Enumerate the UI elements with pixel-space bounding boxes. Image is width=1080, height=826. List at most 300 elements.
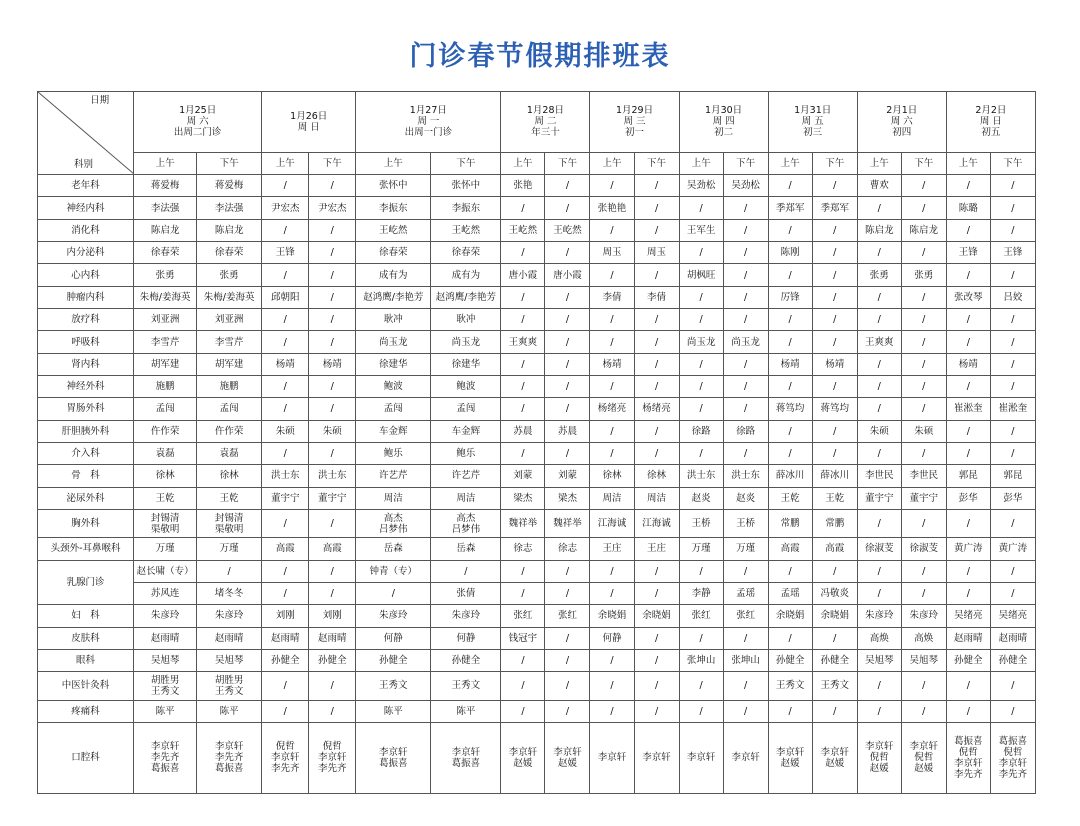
schedule-cell: 王乾 xyxy=(197,487,262,509)
table-row xyxy=(38,309,1036,331)
schedule-cell: / xyxy=(262,375,309,397)
schedule-cell: 唐小霞 xyxy=(501,264,545,286)
schedule-cell: 徐春荣 xyxy=(356,242,431,264)
schedule-cell: 张勇 xyxy=(857,264,901,286)
table-row xyxy=(38,420,1036,442)
schedule-cell: 王秀文 xyxy=(356,672,431,700)
cell-line: 渠敬明 xyxy=(150,523,180,535)
schedule-cell: 孟闯 xyxy=(197,398,262,420)
schedule-cell: / xyxy=(590,175,634,197)
schedule-cell: / xyxy=(946,331,990,353)
schedule-cell: / xyxy=(545,331,590,353)
schedule-cell: 胡军建 xyxy=(197,353,262,375)
schedule-cell: 朱硕 xyxy=(857,420,901,442)
schedule-cell: / xyxy=(679,560,723,582)
schedule-cell: / xyxy=(590,582,634,604)
schedule-cell: / xyxy=(545,560,590,582)
date-header xyxy=(857,92,946,153)
dept-cell: 眼科 xyxy=(38,649,134,671)
schedule-cell xyxy=(501,722,545,793)
schedule-cell: 朱硕 xyxy=(262,420,309,442)
table-row xyxy=(38,700,1036,722)
schedule-cell: / xyxy=(990,700,1035,722)
cell-line: 赵媛 xyxy=(513,757,533,769)
schedule-cell: / xyxy=(857,700,901,722)
schedule-cell: 张坤山 xyxy=(723,649,768,671)
schedule-cell: / xyxy=(812,219,857,241)
schedule-cell: / xyxy=(545,649,590,671)
schedule-cell: 蒋笃均 xyxy=(768,398,812,420)
schedule-cell: / xyxy=(679,353,723,375)
cell-line: 胡胜男 xyxy=(214,674,244,686)
schedule-cell: / xyxy=(679,375,723,397)
schedule-cell: / xyxy=(857,353,901,375)
schedule-cell: / xyxy=(590,560,634,582)
schedule-cell: / xyxy=(262,309,309,331)
schedule-cell: 高霞 xyxy=(812,538,857,560)
schedule-cell: / xyxy=(857,582,901,604)
schedule-cell: / xyxy=(946,582,990,604)
schedule-cell: 朱彦玲 xyxy=(901,605,946,627)
schedule-cell: / xyxy=(545,353,590,375)
am-header: 上午 xyxy=(262,152,309,174)
schedule-cell: 杨靖 xyxy=(590,353,634,375)
schedule-cell: 何静 xyxy=(356,627,431,649)
cell-line: 李京轩 xyxy=(553,746,582,758)
schedule-cell: 李雪芹 xyxy=(134,331,197,353)
schedule-cell: 孟瑶 xyxy=(723,582,768,604)
schedule-cell: 王秀文 xyxy=(768,672,812,700)
cell-line: 倪哲 xyxy=(958,746,978,758)
cell-line: 高杰 xyxy=(456,512,476,524)
schedule-cell: / xyxy=(634,672,679,700)
schedule-table xyxy=(37,91,1036,794)
schedule-cell: 张勇 xyxy=(134,264,197,286)
schedule-cell: / xyxy=(262,175,309,197)
schedule-cell: 彭华 xyxy=(946,487,990,509)
pm-header: 下午 xyxy=(723,152,768,174)
schedule-cell: / xyxy=(857,398,901,420)
table-row xyxy=(38,722,1036,793)
dept-cell: 乳腺门诊 xyxy=(38,560,134,605)
date-line: 初三 xyxy=(803,127,823,139)
schedule-cell: / xyxy=(501,286,545,308)
schedule-cell: 仵作荣 xyxy=(134,420,197,442)
schedule-cell: 杨绪亮 xyxy=(590,398,634,420)
schedule-cell: / xyxy=(857,309,901,331)
schedule-cell: / xyxy=(990,672,1035,700)
schedule-cell: / xyxy=(812,627,857,649)
schedule-cell: 杨绪亮 xyxy=(634,398,679,420)
table-row xyxy=(38,605,1036,627)
schedule-cell: 堵冬冬 xyxy=(197,582,262,604)
schedule-cell: 张改琴 xyxy=(946,286,990,308)
schedule-cell: / xyxy=(723,353,768,375)
schedule-cell: / xyxy=(768,175,812,197)
schedule-cell: / xyxy=(990,331,1035,353)
table-row xyxy=(38,331,1036,353)
schedule-cell: 刘蒙 xyxy=(545,465,590,487)
schedule-cell: 李世民 xyxy=(857,465,901,487)
schedule-cell: / xyxy=(857,442,901,464)
schedule-cell: / xyxy=(768,309,812,331)
schedule-cell: 钱冠宇 xyxy=(501,627,545,649)
dept-cell: 老年科 xyxy=(38,175,134,197)
schedule-cell: 陈刚 xyxy=(768,242,812,264)
date-line: 周 二 xyxy=(534,116,557,128)
schedule-cell: / xyxy=(262,700,309,722)
schedule-cell: 常鹏 xyxy=(768,509,812,537)
cell-line: 李京轩 xyxy=(864,741,894,753)
schedule-cell: / xyxy=(545,398,590,420)
schedule-cell: / xyxy=(634,700,679,722)
schedule-cell: / xyxy=(545,242,590,264)
am-header: 上午 xyxy=(857,152,901,174)
schedule-cell: 朱梅/姜海英 xyxy=(197,286,262,308)
date-line: 出周一门诊 xyxy=(404,127,453,139)
schedule-cell: / xyxy=(857,560,901,582)
corner-dept-label: 科别 xyxy=(74,159,94,171)
schedule-cell: 徐路 xyxy=(723,420,768,442)
schedule-cell: 吴旭琴 xyxy=(134,649,197,671)
schedule-cell: 耿冲 xyxy=(356,309,431,331)
schedule-cell: / xyxy=(723,398,768,420)
date-line: 周 四 xyxy=(712,116,735,128)
schedule-cell: / xyxy=(309,242,356,264)
schedule-cell: / xyxy=(309,331,356,353)
schedule-cell: 赵雨晴 xyxy=(262,627,309,649)
date-line: 2月2日 xyxy=(975,105,1007,117)
schedule-cell: 张红 xyxy=(545,605,590,627)
schedule-cell: 成有为 xyxy=(431,264,501,286)
dept-cell: 疼痛科 xyxy=(38,700,134,722)
schedule-cell: 徐建华 xyxy=(431,353,501,375)
schedule-cell xyxy=(356,722,431,793)
schedule-cell: / xyxy=(857,242,901,264)
schedule-cell: / xyxy=(501,375,545,397)
schedule-cell: 董宇宁 xyxy=(262,487,309,509)
dept-cell: 胸外科 xyxy=(38,509,134,537)
schedule-cell: 徐建华 xyxy=(356,353,431,375)
schedule-cell xyxy=(946,722,990,793)
schedule-cell: / xyxy=(946,560,990,582)
schedule-cell: / xyxy=(501,582,545,604)
date-line: 1月27日 xyxy=(409,105,447,117)
schedule-cell: / xyxy=(309,375,356,397)
schedule-cell: 梁杰 xyxy=(501,487,545,509)
schedule-cell: 高霞 xyxy=(309,538,356,560)
date-line: 出周二门诊 xyxy=(173,127,222,139)
schedule-cell: 王庄 xyxy=(634,538,679,560)
cell-line: 李京轩 xyxy=(214,741,244,753)
date-line: 周 六 xyxy=(186,116,209,128)
schedule-cell: / xyxy=(946,175,990,197)
schedule-cell: / xyxy=(990,309,1035,331)
pm-header: 下午 xyxy=(309,152,356,174)
schedule-cell: 徐春荣 xyxy=(197,242,262,264)
table-row xyxy=(38,465,1036,487)
schedule-cell: 厉锋 xyxy=(768,286,812,308)
schedule-cell: 许艺芹 xyxy=(356,465,431,487)
cell-line: 吕梦伟 xyxy=(451,523,481,535)
schedule-cell: / xyxy=(545,375,590,397)
cell-line: 李京轩 xyxy=(998,757,1028,769)
schedule-cell: 孙健全 xyxy=(309,649,356,671)
schedule-cell: / xyxy=(723,264,768,286)
dept-cell: 介入科 xyxy=(38,442,134,464)
table-row xyxy=(38,175,1036,197)
schedule-cell: / xyxy=(901,242,946,264)
schedule-cell: 尚玉龙 xyxy=(679,331,723,353)
schedule-cell: / xyxy=(679,672,723,700)
schedule-cell: / xyxy=(501,242,545,264)
schedule-cell xyxy=(768,722,812,793)
schedule-cell: / xyxy=(679,197,723,219)
cell-line: 李京轩 xyxy=(954,757,983,769)
schedule-cell: 黄广涛 xyxy=(990,538,1035,560)
am-header: 上午 xyxy=(768,152,812,174)
date-line: 周 六 xyxy=(890,116,913,128)
schedule-cell: 徐志 xyxy=(545,538,590,560)
schedule-cell: 余晓娟 xyxy=(768,605,812,627)
schedule-cell xyxy=(309,722,356,793)
schedule-cell: 张勇 xyxy=(901,264,946,286)
schedule-cell: / xyxy=(590,309,634,331)
schedule-cell: / xyxy=(501,700,545,722)
table-row xyxy=(38,509,1036,537)
schedule-cell: / xyxy=(723,242,768,264)
schedule-cell: / xyxy=(431,560,501,582)
schedule-cell: 吴绪亮 xyxy=(990,605,1035,627)
schedule-cell: 张怀中 xyxy=(356,175,431,197)
cell-line: 李京轩 xyxy=(317,752,347,764)
schedule-cell: 钟青（专） xyxy=(356,560,431,582)
schedule-cell: 彭华 xyxy=(990,487,1035,509)
date-header xyxy=(356,92,501,153)
schedule-cell: / xyxy=(857,375,901,397)
schedule-cell: 陈平 xyxy=(356,700,431,722)
schedule-cell: / xyxy=(768,264,812,286)
schedule-cell: 吕姣 xyxy=(990,286,1035,308)
pm-header: 下午 xyxy=(990,152,1035,174)
table-row xyxy=(38,197,1036,219)
schedule-cell: / xyxy=(262,442,309,464)
schedule-cell: / xyxy=(356,582,431,604)
dept-cell: 消化科 xyxy=(38,219,134,241)
schedule-cell: / xyxy=(857,509,901,537)
schedule-cell: / xyxy=(634,375,679,397)
schedule-cell: / xyxy=(634,353,679,375)
cell-line: 葛振喜 xyxy=(150,763,180,775)
date-line: 1月28日 xyxy=(526,105,565,117)
schedule-cell: 朱彦玲 xyxy=(197,605,262,627)
schedule-cell: 朱彦玲 xyxy=(134,605,197,627)
schedule-cell: / xyxy=(901,672,946,700)
table-row xyxy=(38,560,1036,582)
dept-cell: 神经内科 xyxy=(38,197,134,219)
schedule-cell: 朱彦玲 xyxy=(431,605,501,627)
schedule-cell: / xyxy=(590,331,634,353)
table-row xyxy=(38,672,1036,700)
schedule-cell: / xyxy=(901,375,946,397)
table-row xyxy=(38,264,1036,286)
date-line: 初五 xyxy=(981,127,1001,139)
schedule-cell xyxy=(431,722,501,793)
schedule-cell: 陈启龙 xyxy=(134,219,197,241)
schedule-cell: / xyxy=(545,197,590,219)
schedule-cell: 杨靖 xyxy=(812,353,857,375)
schedule-cell: 李雪芹 xyxy=(197,331,262,353)
schedule-cell: 李京轩 xyxy=(723,722,768,793)
schedule-cell: 陈璐 xyxy=(946,197,990,219)
dept-cell: 胃肠外科 xyxy=(38,398,134,420)
schedule-cell: / xyxy=(262,331,309,353)
schedule-cell: / xyxy=(262,398,309,420)
schedule-cell: / xyxy=(990,353,1035,375)
schedule-cell: 徐志 xyxy=(501,538,545,560)
cell-line: 李先齐 xyxy=(150,752,180,764)
schedule-cell: 李振东 xyxy=(431,197,501,219)
dept-cell: 放疗科 xyxy=(38,309,134,331)
schedule-cell: 高焕 xyxy=(901,627,946,649)
dept-cell: 呼吸科 xyxy=(38,331,134,353)
schedule-cell: 李振东 xyxy=(356,197,431,219)
schedule-cell: 李法强 xyxy=(134,197,197,219)
dept-cell: 肿瘤内科 xyxy=(38,286,134,308)
schedule-cell: 孙健全 xyxy=(768,649,812,671)
schedule-cell: / xyxy=(309,219,356,241)
schedule-cell: / xyxy=(901,331,946,353)
schedule-cell: 施鹏 xyxy=(134,375,197,397)
schedule-cell: 孙健全 xyxy=(431,649,501,671)
schedule-cell: / xyxy=(634,627,679,649)
schedule-cell: 何静 xyxy=(590,627,634,649)
dept-cell: 皮肤科 xyxy=(38,627,134,649)
table-row xyxy=(38,649,1036,671)
schedule-cell: 杨靖 xyxy=(946,353,990,375)
schedule-cell: / xyxy=(634,649,679,671)
schedule-cell: 王屹然 xyxy=(431,219,501,241)
am-header: 上午 xyxy=(134,152,197,174)
cell-line: 倪哲 xyxy=(869,752,889,764)
schedule-cell xyxy=(812,722,857,793)
schedule-cell: 王桥 xyxy=(679,509,723,537)
schedule-cell: 张勇 xyxy=(197,264,262,286)
schedule-cell: / xyxy=(990,175,1035,197)
schedule-cell xyxy=(545,722,590,793)
cell-line: 倪哲 xyxy=(275,741,295,753)
schedule-cell: / xyxy=(946,442,990,464)
dept-cell: 中医针灸科 xyxy=(38,672,134,700)
schedule-cell: / xyxy=(723,700,768,722)
schedule-cell: / xyxy=(634,175,679,197)
schedule-cell: 苏晨 xyxy=(545,420,590,442)
schedule-cell: 陈启龙 xyxy=(197,219,262,241)
schedule-cell: 吴旭琴 xyxy=(857,649,901,671)
schedule-cell: / xyxy=(946,309,990,331)
cell-line: 葛振喜 xyxy=(954,735,983,747)
schedule-cell: 王锋 xyxy=(990,242,1035,264)
schedule-cell xyxy=(197,509,262,537)
schedule-cell: / xyxy=(262,582,309,604)
dept-cell: 骨 科 xyxy=(38,465,134,487)
schedule-cell: 刘亚洲 xyxy=(134,309,197,331)
schedule-cell: / xyxy=(901,286,946,308)
schedule-cell: 李倩 xyxy=(590,286,634,308)
date-header xyxy=(679,92,768,153)
table-row xyxy=(38,353,1036,375)
cell-line: 葛振喜 xyxy=(379,757,408,769)
header-date-row xyxy=(38,92,1036,153)
schedule-cell: / xyxy=(812,242,857,264)
schedule-cell: / xyxy=(309,175,356,197)
schedule-cell: 周玉 xyxy=(590,242,634,264)
date-line: 1月31日 xyxy=(794,105,832,117)
schedule-cell: / xyxy=(990,442,1035,464)
schedule-cell: 成有为 xyxy=(356,264,431,286)
cell-line: 李先齐 xyxy=(214,752,244,764)
schedule-cell: 王乾 xyxy=(812,487,857,509)
schedule-cell: 尚玉龙 xyxy=(723,331,768,353)
schedule-cell: 尹宏杰 xyxy=(309,197,356,219)
cell-line: 赵媛 xyxy=(557,757,577,769)
schedule-cell: 薛冰川 xyxy=(768,465,812,487)
schedule-cell: / xyxy=(197,560,262,582)
date-line: 周 日 xyxy=(979,116,1002,128)
schedule-cell: 陈启龙 xyxy=(901,219,946,241)
pm-header: 下午 xyxy=(634,152,679,174)
schedule-cell: / xyxy=(857,197,901,219)
schedule-cell: 邱朝阳 xyxy=(262,286,309,308)
schedule-cell: 李倩 xyxy=(634,286,679,308)
schedule-cell: 孟闯 xyxy=(356,398,431,420)
schedule-cell: / xyxy=(590,375,634,397)
schedule-cell: 洪士东 xyxy=(262,465,309,487)
schedule-cell: / xyxy=(723,560,768,582)
schedule-cell: / xyxy=(634,442,679,464)
cell-line: 渠敬明 xyxy=(214,523,244,535)
schedule-cell: 余晓娟 xyxy=(634,605,679,627)
schedule-cell: / xyxy=(901,353,946,375)
am-header: 上午 xyxy=(590,152,634,174)
schedule-cell: / xyxy=(309,398,356,420)
schedule-cell: 张怀中 xyxy=(431,175,501,197)
schedule-cell: / xyxy=(901,700,946,722)
schedule-cell: 周洁 xyxy=(634,487,679,509)
schedule-cell: 万瑾 xyxy=(134,538,197,560)
schedule-cell: / xyxy=(901,398,946,420)
schedule-cell: 万瑾 xyxy=(197,538,262,560)
schedule-cell: / xyxy=(262,219,309,241)
schedule-cell: 朱彦玲 xyxy=(356,605,431,627)
schedule-cell: 张红 xyxy=(501,605,545,627)
schedule-cell: / xyxy=(634,560,679,582)
cell-line: 葛振喜 xyxy=(214,763,244,775)
schedule-cell: 鲍波 xyxy=(431,375,501,397)
table-row xyxy=(38,582,1036,604)
schedule-cell: / xyxy=(768,375,812,397)
schedule-cell: / xyxy=(812,286,857,308)
schedule-cell: / xyxy=(679,700,723,722)
schedule-cell: / xyxy=(768,219,812,241)
schedule-cell: 王庄 xyxy=(590,538,634,560)
schedule-cell: / xyxy=(723,442,768,464)
schedule-cell: 李世民 xyxy=(901,465,946,487)
schedule-cell: / xyxy=(545,627,590,649)
schedule-cell: / xyxy=(501,309,545,331)
schedule-cell: 王军生 xyxy=(679,219,723,241)
am-header: 上午 xyxy=(946,152,990,174)
